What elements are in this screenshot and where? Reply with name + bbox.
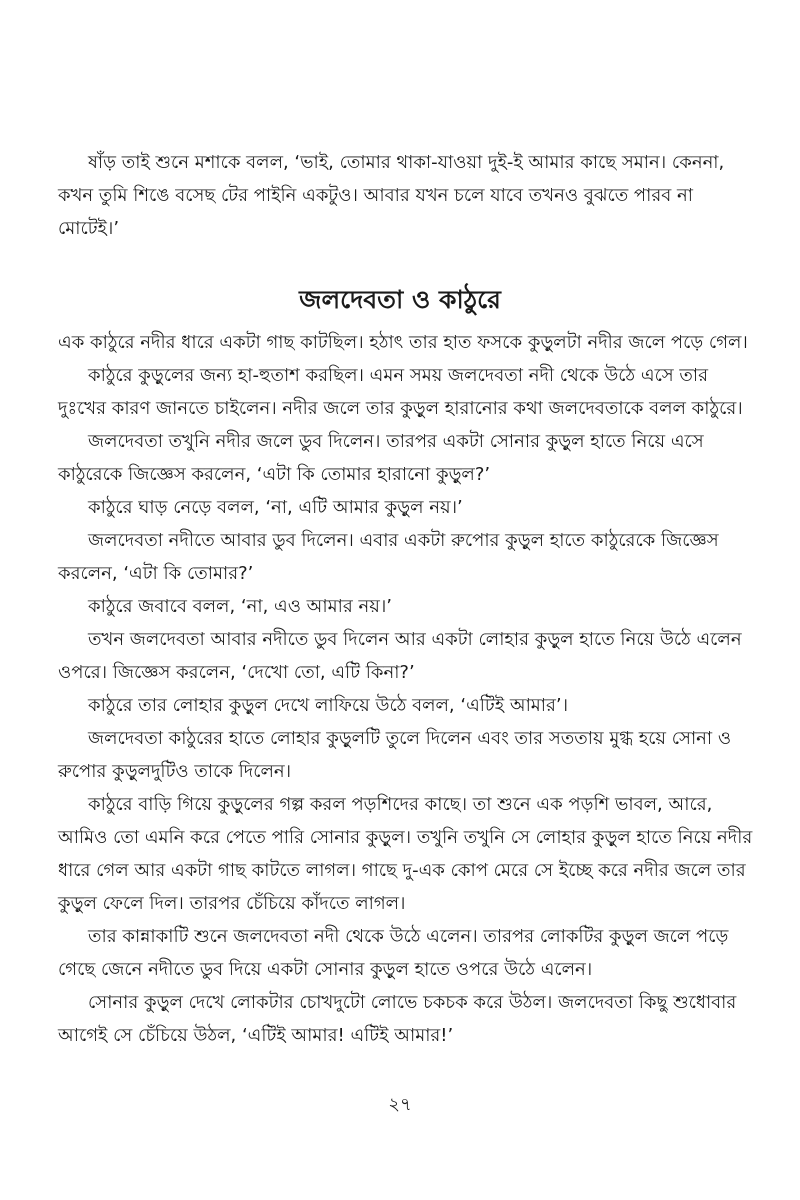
paragraph: কাঠুরে বাড়ি গিয়ে কুড়ুলের গল্প করল পড়শিদের কাছে। তা শুনে এক পড়শি ভাবল, আরে, আমিও তো এমনি করে পেতে পারি সোনার কুড়ুল। তখুনি তখুনি সে লোহার কুড়ুল হাতে নিয়ে নদীর ধারে গেল আর একটা গাছ কাটতে লাগল। গাছে দু-এক কোপ মেরে সে ইচ্ছে করে নদীর জলে তার কুড়ুল ফেলে দিল। তারপর চেঁচিয়ে কাঁদতে লাগল। bbox=[58, 794, 753, 914]
paragraph: এক কাঠুরে নদীর ধারে একটা গাছ কাটছিল। হঠাৎ তার হাত ফসকে কুড়ুলটা নদীর জলে পড়ে গেল। bbox=[58, 332, 748, 353]
paragraph: তখন জলদেবতা আবার নদীতে ডুব দিলেন আর একটা লোহার কুড়ুল হাতে নিয়ে উঠে এলেন ওপরে। জিজ্ঞেস করলেন, ‘দেখো তো, এটি কিনা?’ bbox=[58, 629, 742, 683]
paragraph: ষাঁড় তাই শুনে মশাকে বলল, ‘ভাই, তোমার থাকা-যাওয়া দুই-ই আমার কাছে সমান। কেননা, কখন তুমি শিঙে বসেছ টের পাইনি একটুও। আবার যখন চলে যাবে তখনও বুঝতে পারব না মোটেই।’ bbox=[58, 152, 725, 239]
paragraph: জলদেবতা তখুনি নদীর জলে ডুব দিলেন। তারপর একটা সোনার কুড়ুল হাতে নিয়ে এসে কাঠুরেকে জিজ্ঞেস করলেন, ‘এটা কি তোমার হারানো কুড়ুল?’ bbox=[58, 431, 704, 485]
paragraph: কাঠুরে জবাবে বলল, ‘না, এও আমার নয়।’ bbox=[88, 596, 393, 617]
paragraph: জলদেবতা কাঠুরের হাতে লোহার কুড়ুলটি তুলে দিলেন এবং তার সততায় মুগ্ধ হয়ে সোনা ও রুপোর কুড়ুলদুটিও তাকে দিলেন। bbox=[58, 728, 732, 782]
paragraph: জলদেবতা নদীতে আবার ডুব দিলেন। এবার একটা রুপোর কুড়ুল হাতে কাঠুরেকে জিজ্ঞেস করলেন, ‘এটা কি তোমার?’ bbox=[58, 530, 719, 584]
story-title: জলদেবতা ও কাঠুরে bbox=[299, 285, 501, 314]
paragraph: তার কান্নাকাটি শুনে জলদেবতা নদী থেকে উঠে এলেন। তারপর লোকটির কুড়ুল জলে পড়ে গেছে জেনে নদীতে ডুব দিয়ে একটা সোনার কুড়ুল হাতে ওপরে উঠে এলেন। bbox=[58, 926, 729, 980]
paragraph: কাঠুরে তার লোহার কুড়ুল দেখে লাফিয়ে উঠে বলল, ‘এটিই আমার’। bbox=[88, 695, 569, 716]
story-body bbox=[58, 326, 758, 1052]
paragraph: কাঠুরে কুড়ুলের জন্য হা-হুতাশ করছিল। এমন সময় জলদেবতা নদী থেকে উঠে এসে তার দুঃখের কারণ জানতে চাইলেন। নদীর জলে তার কুড়ুল হারানোর কথা জলদেবতাকে বলল কাঠুরে। bbox=[58, 365, 743, 419]
paragraph: কাঠুরে ঘাড় নেড়ে বলল, ‘না, এটি আমার কুড়ুল নয়।’ bbox=[88, 497, 463, 518]
previous-story-ending bbox=[58, 146, 758, 245]
paragraph: সোনার কুড়ুল দেখে লোকটার চোখদুটো লোভে চকচক করে উঠল। জলদেবতা কিছু শুধোবার আগেই সে চেঁচিয়ে উঠল, ‘এটিই আমার! এটিই আমার!’ bbox=[58, 992, 737, 1046]
page-number: ২৭ bbox=[388, 1094, 412, 1115]
